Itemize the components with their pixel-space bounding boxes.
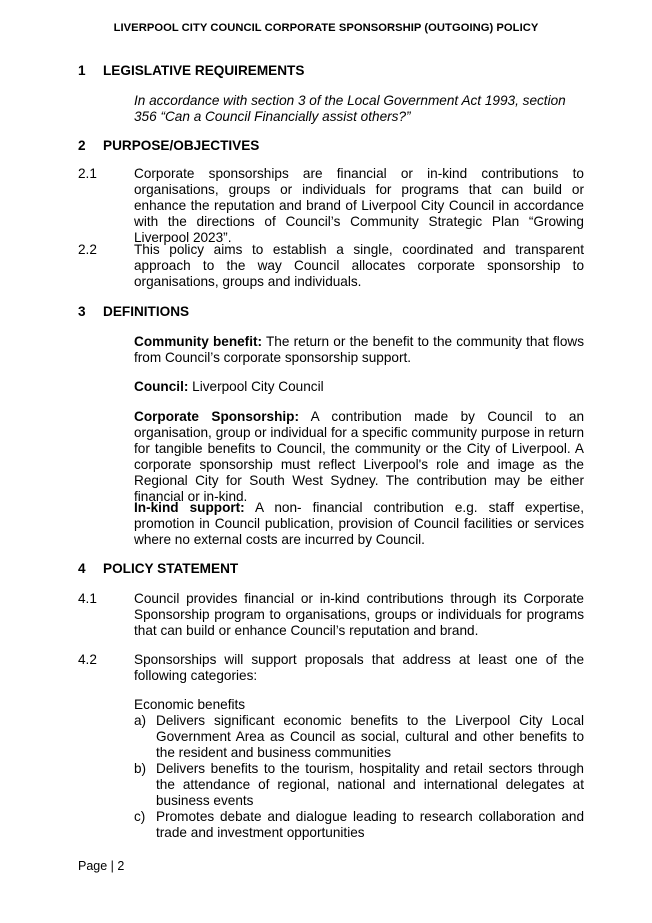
paragraph-number: 2.1 xyxy=(78,166,97,181)
definition-text: A contribution made by Council to an organisation, group or individual for a specific community purpose in return for tangible benefits to Council, the community or the City of Liverpool. A corporate sponsorship must reflect Liverpool's role and image as the Regional City for South West Sydney. The contribution may be either financial or in-kind. xyxy=(134,409,585,504)
definition-term: Council: xyxy=(134,379,189,394)
list-item xyxy=(134,809,584,841)
definition-community-benefit xyxy=(134,334,584,366)
list-item-text: Delivers significant economic benefits to the Liverpool City Local Government Area as Council as social, cultural and other benefits to the resident and business communities xyxy=(156,713,584,760)
sub-heading: Economic benefits xyxy=(134,697,246,712)
section-title: POLICY STATEMENT xyxy=(103,561,239,576)
definition-text: The return or the benefit to the community that flows from Council’s corporate sponsorship support. xyxy=(134,334,584,365)
section-4-heading xyxy=(78,561,238,576)
section-number: 4 xyxy=(78,561,86,576)
section-3-heading xyxy=(78,304,189,319)
list-item-text: Delivers benefits to the tourism, hospitality and retail sectors through the attendance of regional, national and international delegates at business events xyxy=(156,761,584,808)
definition-text: A non- financial contribution e.g. staff expertise, promotion in Council publication, provision of Council facilities or services where no external costs are incurred by Council. xyxy=(134,500,584,547)
definition-corporate-sponsorship xyxy=(134,409,584,505)
paragraph-number: 4.2 xyxy=(78,652,97,667)
list-marker: c) xyxy=(134,809,146,824)
section-number: 2 xyxy=(78,138,86,153)
section-2-heading xyxy=(78,138,259,153)
benefits-list xyxy=(134,713,584,841)
definition-in-kind-support xyxy=(134,500,584,548)
list-item xyxy=(134,761,584,809)
paragraph-4-1: Council provides financial or in-kind contributions through its Corporate Sponsorship program to organisations, groups or individuals for programs that can build or enhance Council’s reputation and brand. xyxy=(134,591,584,638)
running-header: LIVERPOOL CITY COUNCIL CORPORATE SPONSORSHIP (OUTGOING) POLICY xyxy=(113,22,539,34)
page-number: Page | 2 xyxy=(78,859,125,873)
definition-text: Liverpool City Council xyxy=(188,379,324,394)
paragraph-number: 2.2 xyxy=(78,242,97,257)
section-title: DEFINITIONS xyxy=(103,304,190,319)
legislative-text: In accordance with section 3 of the Local Government Act 1993, section 356 “Can a Council Financially assist others?” xyxy=(134,93,566,124)
definition-council xyxy=(134,379,584,395)
list-marker: b) xyxy=(134,761,147,776)
paragraph-2-1: Corporate sponsorships are financial or in-kind contributions to organisations, groups or individuals for programs that can build or enhance the reputation and brand of Liverpool City Council in accordance with the directions of Council’s Community Strategic Plan “Growing Liverpool 2023”. xyxy=(134,166,584,245)
section-number: 3 xyxy=(78,304,86,319)
list-item xyxy=(134,713,584,761)
paragraph-4-2: Sponsorships will support proposals that address at least one of the following categories: xyxy=(134,652,584,683)
paragraph-2-2: This policy aims to establish a single, coordinated and transparent approach to the way Council allocates corporate sponsorship to organisations, groups and individuals. xyxy=(134,242,584,289)
section-title: PURPOSE/OBJECTIVES xyxy=(103,138,260,153)
definition-term: Corporate Sponsorship: xyxy=(134,409,299,424)
section-title: LEGISLATIVE REQUIREMENTS xyxy=(103,63,305,78)
definition-term: Community benefit: xyxy=(134,334,263,349)
section-number: 1 xyxy=(78,63,86,78)
list-item-text: Promotes debate and dialogue leading to research collaboration and trade and investment opportunities xyxy=(156,809,584,840)
paragraph-number: 4.1 xyxy=(78,591,97,606)
list-marker: a) xyxy=(134,713,147,728)
section-1-heading xyxy=(78,63,304,78)
definition-term: In-kind support: xyxy=(134,500,245,515)
